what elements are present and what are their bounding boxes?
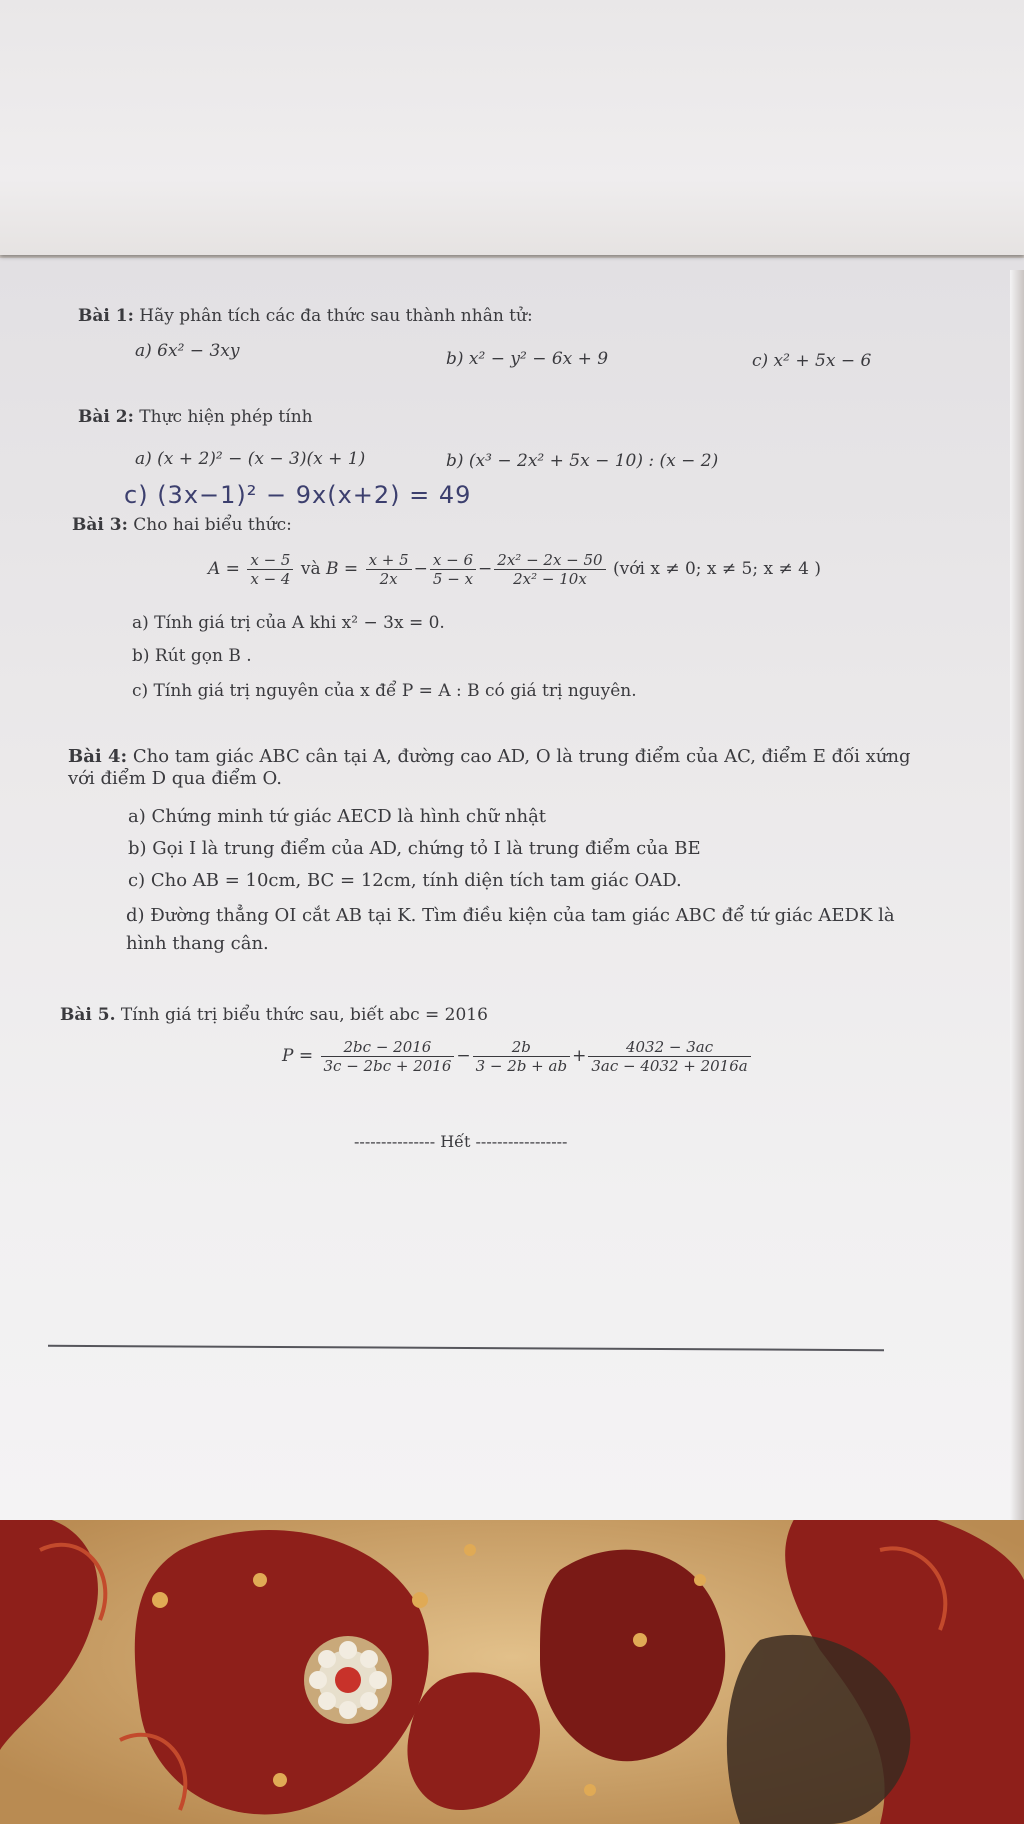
bai2-heading: [78, 406, 313, 428]
carpet-background: [0, 1490, 1024, 1824]
bai2-item-b: b) (x³ − 2x² + 5x − 10) : (x − 2): [446, 451, 719, 471]
bai5-fraction-3: $\frac{4032 - 3ac}{3ac - 4032 + 2016a}$: [588, 1038, 750, 1075]
bai3-fraction-b1: $\frac{x + 5}{2x}$: [366, 551, 412, 588]
bai1-item-a: a) 6x² − 3xy: [135, 341, 240, 361]
bai2-item-a: a) (x + 2)² − (x − 3)(x + 1): [135, 449, 366, 469]
bai3-fraction-b3: $\frac{\text{2x² − 2x − 50}}{\text{2x² − 10x}}$: [494, 551, 605, 588]
bai5-heading: [60, 1004, 488, 1026]
bai3-condition: (với x ≠ 0; x ≠ 5; x ≠ 4 ): [613, 559, 821, 579]
blank-top-page: [0, 0, 1024, 255]
carpet-pattern: [0, 1490, 1024, 1824]
bai1-title: Bài 1:: [78, 306, 134, 326]
bai1-item-c: c) x² + 5x − 6: [752, 351, 872, 371]
bai3-item-a: a) Tính giá trị của A khi x² − 3x = 0.: [132, 613, 445, 633]
end-right-dashes: -----------------: [475, 1132, 568, 1151]
bai5-title: Bài 5.: [60, 1005, 116, 1025]
bai1-text: Hãy phân tích các đa thức sau thành nhân tử:: [139, 306, 533, 326]
bai3-b-lhs: B =: [326, 559, 359, 579]
bai3-formula: A = $\frac{x - 5}{x - 4}$ và B = $\frac{x + 5}{2x}$ − $\frac{x - 6}{5 - x}$ − $\frac{\text{2x² − 2x − 50}}{\text{2x² − 10x}}$ (với x ≠ 0; x ≠ 5; x ≠ 4 ): [208, 551, 821, 588]
bai3-fraction-b2: $\frac{x - 6}{5 - x}$: [430, 551, 476, 588]
end-left-dashes: ---------------: [354, 1132, 436, 1151]
bai3-item-b: b) Rút gọn B .: [132, 646, 252, 666]
bai3-title: Bài 3:: [72, 515, 128, 535]
bai2-title: Bài 2:: [78, 407, 134, 427]
bai4-line1: [68, 746, 911, 768]
bai2-handwritten-c: c) (3x−1)² − 9x(x+2) = 49: [124, 481, 472, 509]
bai4-item-b: b) Gọi I là trung điểm của AD, chứng tỏ I là trung điểm của BE: [128, 838, 701, 859]
bai4-text-line1: Cho tam giác ABC cân tại A, đường cao AD, O là trung điểm của AC, điểm E đối xứng: [132, 746, 911, 767]
bai5-text: Tính giá trị biểu thức sau, biết abc = 2016: [120, 1005, 488, 1025]
bai4-title: Bài 4:: [68, 746, 128, 767]
bai5-fraction-2: $\frac{2b}{3 - 2b + ab}$: [473, 1038, 570, 1075]
bai4-item-c: c) Cho AB = 10cm, BC = 12cm, tính diện tích tam giác OAD.: [128, 870, 682, 891]
bai3-a-lhs: A =: [208, 559, 240, 579]
bai4-item-d-cont: hình thang cân.: [126, 933, 269, 954]
bai4-item-d: d) Đường thẳng OI cắt AB tại K. Tìm điều kiện của tam giác ABC để tứ giác AEDK là: [126, 905, 895, 926]
bai4-item-a: a) Chứng minh tứ giác AECD là hình chữ nhật: [128, 806, 547, 827]
bai3-text: Cho hai biểu thức:: [133, 515, 292, 535]
page-right-edge: [1010, 270, 1024, 1520]
bai5-fraction-1: $\frac{2bc - 2016}{3c - 2bc + 2016}$: [321, 1038, 455, 1075]
end-label: Hết: [440, 1132, 471, 1151]
bai3-fraction-a: $\frac{x - 5}{x - 4}$: [247, 551, 293, 588]
bai5-p-lhs: P =: [282, 1046, 314, 1066]
end-marker: [354, 1131, 567, 1153]
bai1-heading: [78, 305, 533, 327]
bai2-text: Thực hiện phép tính: [139, 407, 313, 427]
bai3-item-c: c) Tính giá trị nguyên của x để P = A : B có giá trị nguyên.: [132, 681, 637, 701]
bai3-and: và: [300, 559, 321, 579]
bai5-formula: P = $\frac{2bc - 2016}{3c - 2bc + 2016}$ − $\frac{2b}{3 - 2b + ab}$ + $\frac{4032 - 3ac}{3ac - 4032 + 2016a}$: [282, 1038, 753, 1075]
bai1-item-b: b) x² − y² − 6x + 9: [446, 349, 609, 369]
bai3-heading: [72, 514, 292, 536]
bai4-line2: với điểm D qua điểm O.: [68, 768, 282, 789]
